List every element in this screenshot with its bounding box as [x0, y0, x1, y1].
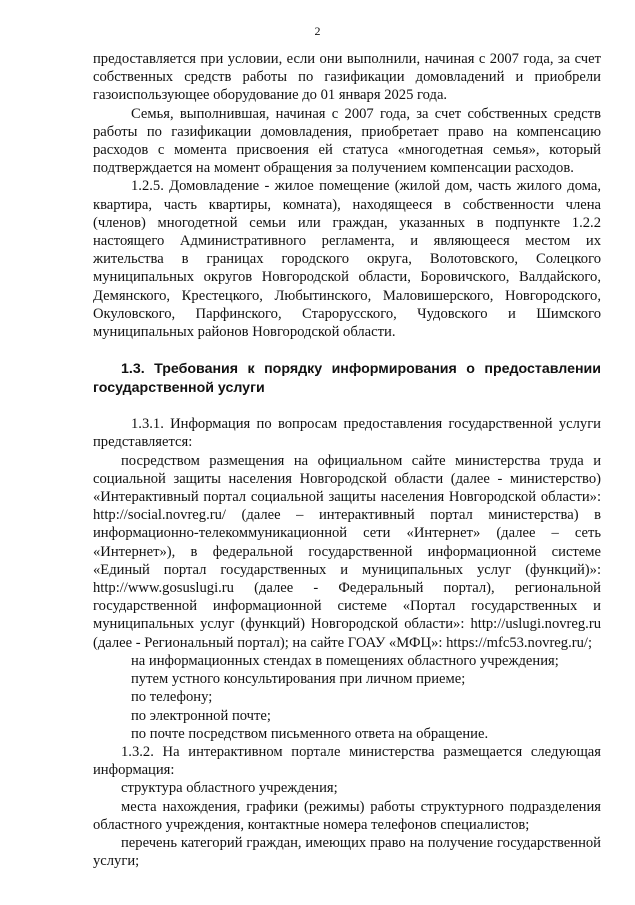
spacer — [93, 397, 601, 415]
page-number: 2 — [314, 24, 321, 38]
list-item-eligible-categories: перечень категорий граждан, имеющих право на получение государственной услуги; — [93, 834, 601, 870]
list-item-email: по электронной почте; — [131, 707, 271, 724]
paragraph-family-compensation: Семья, выполнившая, начиная с 2007 года, за счет собственных средств работы по газификации домовладения, приобретает право на компенсацию расходов с момента присвоения ей статуса «многодетная семья», который подтверждается на момент обращения за получением компенсации расходов. — [93, 105, 601, 177]
list-item-info-stands: на информационных стендах в помещениях областного учреждения; — [131, 652, 559, 669]
list-item-post: по почте посредством письменного ответа на обращение. — [131, 725, 489, 742]
list-item-official-site: посредством размещения на официальном сайте министерства труда и социальной защиты населения Новгородской области (далее - министерство) «Интерактивный портал социальной защиты населения Новгородской области»: http://social.novreg.ru/ (далее – интерактивный портал министерства) в информационно-телекоммуникационной сети «Интернет» (далее – сеть «Интернет»), в федеральной государственной информационной системе «Единый портал государственных и муниципальных услуг (функций)»: http://www.gosuslugi.ru (далее - Федеральный портал), региональной государственной информационной системе «Портал государственных и муниципальных услуг (функций) Новгородской области»: http://uslugi.novreg.ru (далее - Региональный портал); на сайте ГОАУ «МФЦ»: https://mfc53.novreg.ru/; — [93, 452, 601, 651]
section-heading-informing: 1.3. Требования к порядку информирования о предоставлении государственной услуги — [93, 361, 601, 396]
list-item-structure: структура областного учреждения; — [121, 780, 338, 797]
paragraph-portal-intro: 1.3.2. На интерактивном портале министерства размещается следующая информация: — [93, 743, 601, 779]
list-item-oral-consultation: путем устного консультирования при личном приеме; — [131, 671, 466, 688]
list-item-locations-schedules: места нахождения, графики (режимы) работы структурного подразделения областного учреждения, контактные номера телефонов специалистов; — [93, 798, 601, 833]
paragraph-household-definition: 1.2.5. Домовладение - жилое помещение (жилой дом, часть жилого дома, квартира, часть квартиры, комната), находящееся в собственности члена (членов) многодетной семьи или граждан, указанных в подпункте 1.2.2 настоящего Административного регламента, и являющееся местом их жительства в границах городского округа, Волотовского, Солецкого муниципальных округов Новгородской области, Боровичского, Валдайского, Демянского, Крестецкого, Любытинского, Маловишерского, Новгородского, Окуловского, Парфинского, Старорусского, Чудовского и Шимского муниципальных районов Новгородской области. — [93, 178, 601, 341]
paragraph-gasification-condition: предоставляется при условии, если они выполнили, начиная с 2007 года, за счет собственных средств работы по газификации домовладений и приобрели газоиспользующее оборудование до 01 января 2025 года. — [93, 51, 601, 104]
paragraph-info-intro: 1.3.1. Информация по вопросам предоставления государственной услуги представляется: — [93, 416, 601, 451]
list-item-phone: по телефону; — [131, 689, 213, 706]
document-body — [93, 50, 601, 870]
